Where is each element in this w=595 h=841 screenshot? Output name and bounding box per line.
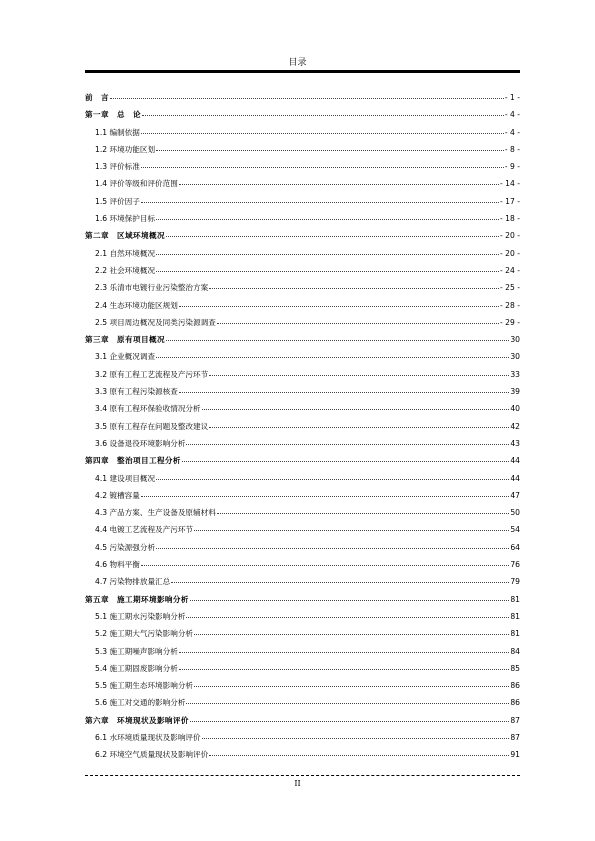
- toc-section-entry[interactable]: [85, 418, 520, 435]
- toc-entry-title: 2.1 自然环境概况: [95, 248, 156, 258]
- toc-entry-title: 5.3 施工期噪声影响分析: [95, 646, 178, 656]
- toc-entry-page: 47: [510, 490, 520, 500]
- toc-section-entry[interactable]: [85, 643, 520, 660]
- toc-dot-leader: [209, 287, 499, 289]
- toc-entry-title: 4.2 镀槽容量: [95, 490, 140, 500]
- toc-entry-page: 87: [510, 732, 520, 742]
- toc-entry-page: - 4 -: [504, 127, 520, 137]
- toc-entry-page: - 25 -: [500, 283, 520, 293]
- toc-dot-leader: [186, 443, 509, 445]
- toc-entry-page: 91: [510, 750, 520, 760]
- toc-dot-leader: [209, 374, 509, 376]
- toc-dot-leader: [194, 685, 509, 687]
- toc-entry-title: 前 言: [85, 93, 109, 102]
- header-divider: [85, 70, 520, 73]
- toc-dot-leader: [190, 599, 509, 601]
- toc-chapter-entry[interactable]: [85, 452, 520, 469]
- toc-entry-page: 42: [510, 421, 520, 431]
- toc-dot-leader: [209, 426, 509, 428]
- toc-dot-leader: [156, 218, 499, 220]
- toc-entry-title: 4.1 建设项目概况: [95, 473, 156, 483]
- toc-entry-page: 86: [510, 681, 520, 691]
- toc-entry-page: 87: [510, 715, 520, 725]
- toc-dot-leader: [217, 322, 499, 324]
- toc-section-entry[interactable]: [85, 573, 520, 590]
- toc-entry-title: 6.2 环境空气质量现状及影响评价: [95, 750, 209, 760]
- toc-chapter-entry[interactable]: [85, 591, 520, 608]
- toc-section-entry[interactable]: [85, 677, 520, 694]
- toc-entry-title: 4.4 电镀工艺流程及产污环节: [95, 525, 194, 535]
- toc-entry-page: 76: [510, 560, 520, 570]
- toc-entry-title: 1.3 评价标准: [95, 162, 140, 172]
- toc-entry-title: 4.5 污染源强分析: [95, 542, 156, 552]
- toc-section-entry[interactable]: [85, 279, 520, 296]
- toc-dot-leader: [209, 754, 509, 756]
- toc-section-entry[interactable]: [85, 193, 520, 210]
- toc-entry-title: 第六章 环境现状及影响评价: [85, 715, 189, 725]
- toc-entry-page: 44: [510, 456, 520, 466]
- toc-entry-title: 第五章 施工期环境影响分析: [85, 594, 189, 604]
- toc-section-entry[interactable]: [85, 521, 520, 538]
- toc-entry-title: 1.5 评价因子: [95, 196, 140, 206]
- toc-section-entry[interactable]: [85, 366, 520, 383]
- toc-section-entry[interactable]: [85, 625, 520, 642]
- toc-chapter-entry[interactable]: [85, 227, 520, 244]
- toc-entry-page: 43: [510, 438, 520, 448]
- toc-entry-title: 4.3 产品方案、生产设备及原辅材料: [95, 508, 216, 518]
- toc-dot-leader: [179, 183, 499, 185]
- toc-dot-leader: [194, 529, 509, 531]
- toc-dot-leader: [141, 201, 499, 203]
- toc-entry-title: 3.4 原有工程环保验收情况分析: [95, 404, 201, 414]
- toc-section-entry[interactable]: [85, 262, 520, 279]
- toc-entry-title: 2.4 生态环境功能区规划: [95, 300, 178, 310]
- toc-entry-title: 3.6 设备退役环境影响分析: [95, 438, 186, 448]
- toc-dot-leader: [190, 720, 509, 722]
- toc-section-entry[interactable]: [85, 556, 520, 573]
- toc-section-entry[interactable]: [85, 124, 520, 141]
- toc-dot-leader: [202, 737, 510, 739]
- toc-entry-page: 64: [510, 542, 520, 552]
- toc-entry-title: 第四章 整治项目工程分析: [85, 456, 181, 466]
- toc-entry-page: - 14 -: [500, 179, 520, 189]
- toc-chapter-entry[interactable]: [85, 89, 520, 106]
- toc-section-entry[interactable]: [85, 175, 520, 192]
- toc-entry-page: 40: [510, 404, 520, 414]
- toc-dot-leader: [141, 495, 509, 497]
- toc-entry-page: 54: [510, 525, 520, 535]
- toc-entry-title: 4.7 污染物排放量汇总: [95, 577, 171, 587]
- toc-entry-title: 6.1 水环境质量现状及影响评价: [95, 732, 201, 742]
- toc-entry-title: 5.1 施工期水污染影响分析: [95, 611, 186, 621]
- toc-dot-leader: [141, 564, 509, 566]
- toc-section-entry[interactable]: [85, 539, 520, 556]
- toc-entry-page: - 20 -: [500, 248, 520, 258]
- toc-entry-title: 2.3 乐清市电镀行业污染整治方案: [95, 283, 209, 293]
- toc-dot-leader: [186, 702, 509, 704]
- toc-dot-leader: [179, 305, 499, 307]
- toc-entry-title: 4.6 物料平衡: [95, 560, 140, 570]
- toc-entry-page: 33: [510, 369, 520, 379]
- toc-section-entry[interactable]: [85, 245, 520, 262]
- toc-entry-title: 5.4 施工期固废影响分析: [95, 663, 178, 673]
- toc-entry-page: - 29 -: [500, 317, 520, 327]
- toc-entry-page: - 24 -: [500, 265, 520, 275]
- toc-dot-leader: [156, 149, 504, 151]
- toc-entry-page: - 18 -: [500, 214, 520, 224]
- table-of-contents: [85, 89, 520, 764]
- toc-section-entry[interactable]: [85, 470, 520, 487]
- toc-entry-title: 2.2 社会环境概况: [95, 265, 156, 275]
- toc-entry-title: 5.6 施工对交通的影响分析: [95, 698, 186, 708]
- toc-entry-title: 5.2 施工期大气污染影响分析: [95, 629, 194, 639]
- toc-entry-title: 1.4 评价等级和评价范围: [95, 179, 178, 189]
- toc-dot-leader: [194, 633, 509, 635]
- toc-section-entry[interactable]: [85, 141, 520, 158]
- toc-dot-leader: [110, 97, 504, 99]
- footer-divider: [85, 775, 520, 776]
- toc-dot-leader: [156, 270, 499, 272]
- footer-page-number: II: [294, 779, 301, 788]
- toc-entry-page: - 4 -: [504, 110, 520, 120]
- toc-dot-leader: [156, 547, 509, 549]
- toc-dot-leader: [166, 339, 509, 341]
- toc-entry-page: 30: [510, 352, 520, 362]
- toc-section-entry[interactable]: [85, 400, 520, 417]
- toc-entry-page: 79: [510, 577, 520, 587]
- toc-section-entry[interactable]: [85, 660, 520, 677]
- toc-section-entry[interactable]: [85, 729, 520, 746]
- toc-entry-page: - 1 -: [504, 93, 520, 102]
- toc-entry-page: - 20 -: [500, 231, 520, 241]
- toc-entry-page: 81: [510, 629, 520, 639]
- toc-dot-leader: [202, 408, 510, 410]
- toc-dot-leader: [179, 668, 509, 670]
- toc-dot-leader: [171, 581, 509, 583]
- toc-entry-page: 86: [510, 698, 520, 708]
- toc-entry-page: 44: [510, 473, 520, 483]
- toc-entry-page: - 8 -: [504, 144, 520, 154]
- toc-entry-title: 第三章 原有项目概况: [85, 335, 165, 345]
- toc-entry-page: 30: [510, 335, 520, 345]
- toc-section-entry[interactable]: [85, 694, 520, 711]
- toc-dot-leader: [182, 460, 509, 462]
- toc-entry-title: 3.3 原有工程污染源核查: [95, 387, 178, 397]
- toc-entry-page: - 17 -: [500, 196, 520, 206]
- toc-dot-leader: [141, 166, 504, 168]
- toc-section-entry[interactable]: [85, 210, 520, 227]
- toc-entry-title: 第二章 区域环境概况: [85, 231, 165, 241]
- toc-dot-leader: [156, 356, 509, 358]
- toc-dot-leader: [156, 253, 499, 255]
- toc-entry-page: 81: [510, 611, 520, 621]
- toc-entry-title: 1.2 环境功能区划: [95, 144, 156, 154]
- toc-chapter-entry[interactable]: [85, 106, 520, 123]
- toc-dot-leader: [142, 114, 504, 116]
- toc-section-entry[interactable]: [85, 383, 520, 400]
- toc-section-entry[interactable]: [85, 746, 520, 763]
- toc-chapter-entry[interactable]: [85, 712, 520, 729]
- toc-section-entry[interactable]: [85, 435, 520, 452]
- toc-dot-leader: [141, 132, 504, 134]
- toc-entry-title: 1.6 环境保护目标: [95, 214, 156, 224]
- toc-entry-title: 3.5 原有工程存在问题及整改建议: [95, 421, 209, 431]
- toc-entry-page: - 9 -: [504, 162, 520, 172]
- toc-entry-page: 84: [510, 646, 520, 656]
- toc-section-entry[interactable]: [85, 504, 520, 521]
- toc-entry-title: 第一章 总 论: [85, 110, 141, 120]
- toc-entry-title: 1.1 编制依据: [95, 127, 140, 137]
- toc-entry-page: 81: [510, 594, 520, 604]
- toc-entry-title: 5.5 施工期生态环境影响分析: [95, 681, 194, 691]
- toc-section-entry[interactable]: [85, 314, 520, 331]
- toc-section-entry[interactable]: [85, 158, 520, 175]
- toc-dot-leader: [217, 512, 510, 514]
- toc-section-entry[interactable]: [85, 348, 520, 365]
- toc-entry-page: 39: [510, 387, 520, 397]
- toc-dot-leader: [179, 391, 509, 393]
- toc-section-entry[interactable]: [85, 297, 520, 314]
- toc-entry-page: 85: [510, 663, 520, 673]
- toc-entry-title: 3.1 企业概况调查: [95, 352, 156, 362]
- toc-entry-title: 2.5 项目周边概况及同类污染源调查: [95, 317, 216, 327]
- toc-entry-page: - 28 -: [500, 300, 520, 310]
- page-header-title: 目录: [288, 58, 307, 68]
- toc-dot-leader: [186, 616, 509, 618]
- toc-entry-title: 3.2 原有工程工艺流程及产污环节: [95, 369, 209, 379]
- toc-dot-leader: [179, 651, 509, 653]
- toc-dot-leader: [156, 478, 509, 480]
- toc-section-entry[interactable]: [85, 487, 520, 504]
- toc-entry-page: 50: [510, 508, 520, 518]
- toc-chapter-entry[interactable]: [85, 331, 520, 348]
- toc-dot-leader: [166, 235, 499, 237]
- toc-section-entry[interactable]: [85, 608, 520, 625]
